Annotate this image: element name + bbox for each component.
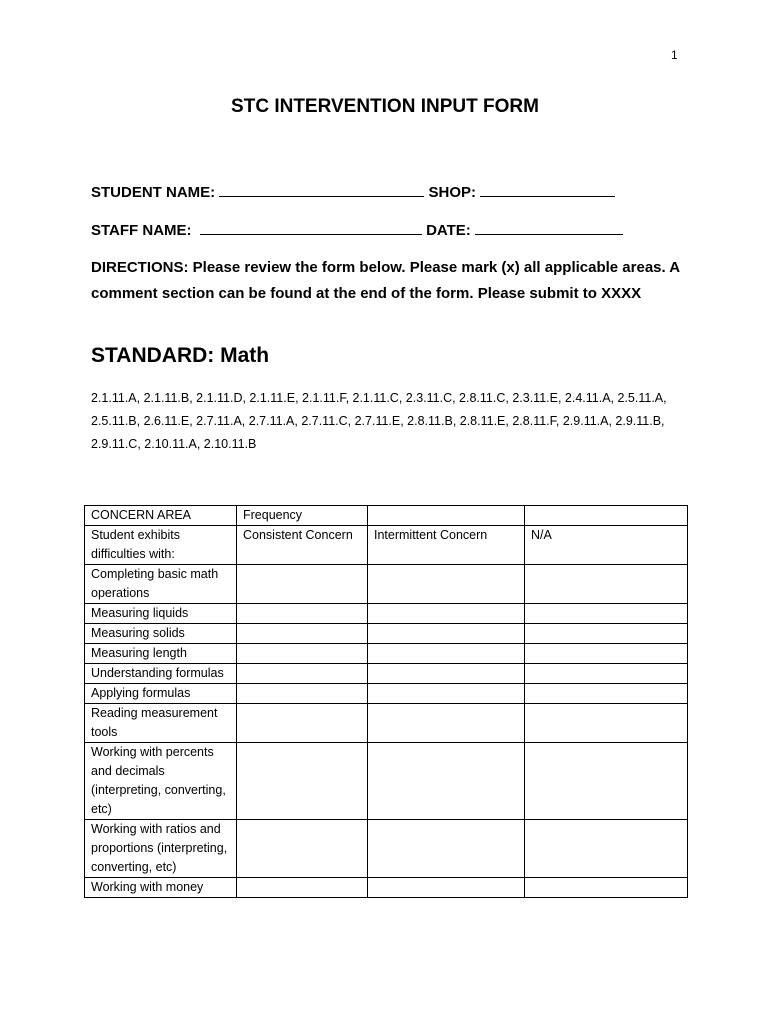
standard-codes: 2.1.11.A, 2.1.11.B, 2.1.11.D, 2.1.11.E, 2.1.11.F, 2.1.11.C, 2.3.11.C, 2.8.11.C, 2.3.11.E, 2.4.11.A, 2.5.11.A, 2.5.11.B, 2.6.11.E, 2.7.11.A, 2.7.11.A, 2.7.11.C, 2.7.11.E, 2.8.11.B, 2.8.11.E, 2.8.11.F, 2.9.11.A, 2.9.11.B, 2.9.11.C, 2.10.11.A, 2.10.11.B xyxy=(91,391,667,451)
table-row xyxy=(85,820,688,878)
concern-area-label: Understanding formulas xyxy=(85,664,237,684)
table-subheader-row xyxy=(85,526,688,565)
consistent-concern-cell[interactable] xyxy=(237,684,368,704)
table-row xyxy=(85,664,688,684)
date-blank[interactable] xyxy=(475,218,623,235)
table-row xyxy=(85,704,688,743)
table-row xyxy=(85,743,688,820)
intermittent-concern-cell[interactable] xyxy=(368,684,525,704)
table-row xyxy=(85,565,688,604)
intermittent-concern-cell[interactable] xyxy=(368,565,525,604)
concern-table xyxy=(84,505,688,898)
table-row xyxy=(85,878,688,898)
table-row xyxy=(85,604,688,624)
col-consistent-concern: Consistent Concern xyxy=(237,526,368,565)
table-row xyxy=(85,684,688,704)
concern-area-label: Applying formulas xyxy=(85,684,237,704)
concern-area-label: Measuring length xyxy=(85,644,237,664)
na-cell[interactable] xyxy=(525,565,688,604)
na-cell[interactable] xyxy=(525,820,688,878)
consistent-concern-cell[interactable] xyxy=(237,604,368,624)
consistent-concern-cell[interactable] xyxy=(237,820,368,878)
consistent-concern-cell[interactable] xyxy=(237,743,368,820)
col-intermittent-concern: Intermittent Concern xyxy=(368,526,525,565)
staff-date-line xyxy=(91,218,623,239)
student-name-blank[interactable] xyxy=(219,180,424,197)
na-cell[interactable] xyxy=(525,644,688,664)
concern-area-label: Measuring solids xyxy=(85,624,237,644)
table-header-row xyxy=(85,506,688,526)
concern-area-label: Working with money xyxy=(85,878,237,898)
na-cell[interactable] xyxy=(525,604,688,624)
consistent-concern-cell[interactable] xyxy=(237,664,368,684)
staff-name-label: STAFF NAME: xyxy=(91,222,192,239)
staff-name-blank[interactable] xyxy=(200,218,422,235)
shop-blank[interactable] xyxy=(480,180,615,197)
consistent-concern-cell[interactable] xyxy=(237,624,368,644)
concern-rows xyxy=(85,565,688,898)
intermittent-concern-cell[interactable] xyxy=(368,644,525,664)
consistent-concern-cell[interactable] xyxy=(237,704,368,743)
concern-area-label: Completing basic math operations xyxy=(85,565,237,604)
intermittent-concern-cell[interactable] xyxy=(368,878,525,898)
col-na: N/A xyxy=(525,526,688,565)
consistent-concern-cell[interactable] xyxy=(237,878,368,898)
student-name-label: STUDENT NAME: xyxy=(91,184,216,201)
na-cell[interactable] xyxy=(525,664,688,684)
table-row xyxy=(85,644,688,664)
intermittent-concern-cell[interactable] xyxy=(368,704,525,743)
na-cell[interactable] xyxy=(525,743,688,820)
table-row xyxy=(85,624,688,644)
header-empty-cell xyxy=(368,506,525,526)
intermittent-concern-cell[interactable] xyxy=(368,664,525,684)
intermittent-concern-cell[interactable] xyxy=(368,820,525,878)
standard-heading: STANDARD: Math xyxy=(91,344,270,367)
na-cell[interactable] xyxy=(525,624,688,644)
header-concern-area: CONCERN AREA xyxy=(85,506,237,526)
na-cell[interactable] xyxy=(525,704,688,743)
date-label: DATE: xyxy=(426,222,471,239)
concern-area-label: Working with ratios and proportions (interpreting, converting, etc) xyxy=(85,820,237,878)
concern-area-label: Measuring liquids xyxy=(85,604,237,624)
consistent-concern-cell[interactable] xyxy=(237,565,368,604)
na-cell[interactable] xyxy=(525,878,688,898)
intermittent-concern-cell[interactable] xyxy=(368,624,525,644)
shop-label: SHOP: xyxy=(428,184,477,201)
student-shop-line xyxy=(91,180,615,201)
na-cell[interactable] xyxy=(525,684,688,704)
header-empty-cell xyxy=(525,506,688,526)
intermittent-concern-cell[interactable] xyxy=(368,743,525,820)
concern-area-label: Reading measurement tools xyxy=(85,704,237,743)
form-title: STC INTERVENTION INPUT FORM xyxy=(231,96,539,117)
header-frequency: Frequency xyxy=(237,506,368,526)
page-number: 1 xyxy=(671,48,678,62)
directions-text: DIRECTIONS: Please review the form below. Please mark (x) all applicable areas. A comment section can be found at the end of the form. Please submit to XXXX xyxy=(91,259,680,302)
consistent-concern-cell[interactable] xyxy=(237,644,368,664)
subheader-student-exhibits: Student exhibits difficulties with: xyxy=(85,526,237,565)
intermittent-concern-cell[interactable] xyxy=(368,604,525,624)
concern-area-label: Working with percents and decimals (interpreting, converting, etc) xyxy=(85,743,237,820)
